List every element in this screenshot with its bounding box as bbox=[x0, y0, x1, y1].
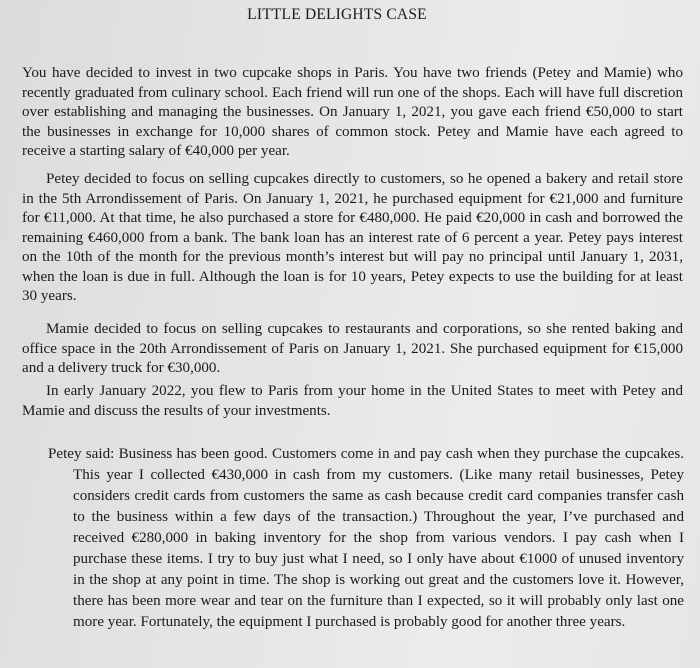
document-title: LITTLE DELIGHTS CASE bbox=[247, 6, 427, 23]
paragraph-petey-said: Petey said: Business has been good. Customers come in and pay cash when they purchase the cupcakes. This year I collected €430,000 in cash from my customers. (Like many retail businesses, Petey considers credit cards from customers the same as cash because credit card companies transfer cash to the business within a few days of the transaction.) Throughout the year, I’ve purchased and received €280,000 in baking inventory for the shop from various vendors. I pay cash when I purchase these items. I try to buy just what I need, so I only have about €1000 of unused inventory in the shop at any point in time. The shop is working out great and the customers love it. However, there has been more wear and tear on the furniture than I expected, so it will probably only last one more year. Fortunately, the equipment I purchased is probably good for another three years. bbox=[48, 446, 684, 630]
paragraph-petey: Petey decided to focus on selling cupcakes directly to customers, so he opened a bakery and retail store in the 5th Arrondissement of Paris. On January 1, 2021, he purchased equipment for €21,000 and furniture for €11,000. At that time, he also purchased a store for €480,000. He paid €20,000 in cash and borrowed the remaining €460,000 from a bank. The bank loan has an interest rate of 6 percent a year. Petey pays interest on the 10th of the month for the previous month’s interest but will pay no principal until January 1, 2031, when the loan is due in full. Although the loan is for 10 years, Petey expects to use the building for at least 30 years. bbox=[22, 171, 683, 304]
paragraph-intro: You have decided to invest in two cupcake shops in Paris. You have two friends (Petey and Mamie) who recently graduated from culinary school. Each friend will run one of the shops. Each will have full discretion over establishing and managing the businesses. On January 1, 2021, you gave each friend €50,000 to start the businesses in exchange for 10,000 shares of common stock. Petey and Mamie have each agreed to receive a starting salary of €40,000 per year. bbox=[22, 65, 683, 159]
paragraph-mamie: Mamie decided to focus on selling cupcakes to restaurants and corporations, so she rented baking and office space in the 20th Arrondissement of Paris on January 1, 2021. She purchased equipment for €15,000 and a delivery truck for €30,000. bbox=[22, 321, 683, 376]
paragraph-meeting: In early January 2022, you flew to Paris from your home in the United States to meet with Petey and Mamie and discuss the results of your investments. bbox=[22, 383, 683, 419]
